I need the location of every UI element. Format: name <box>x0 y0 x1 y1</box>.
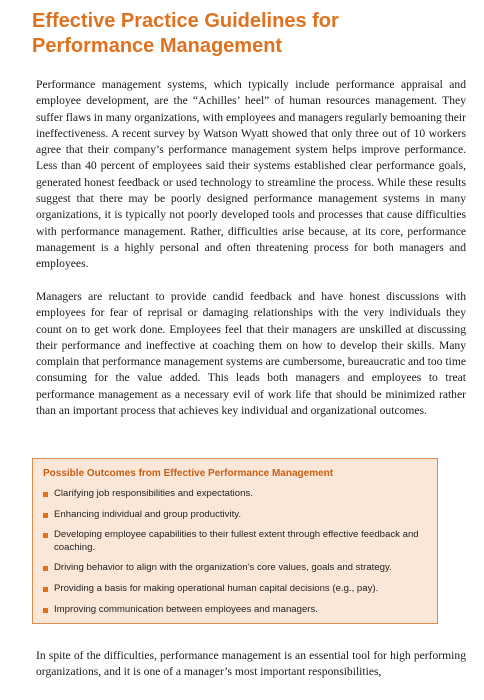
square-bullet-icon <box>43 608 48 613</box>
list-item-text: Improving communication between employees and managers. <box>54 603 318 615</box>
outcomes-callout-box <box>32 458 438 624</box>
list-item <box>43 488 429 501</box>
list-item-text: Driving behavior to align with the organization’s core values, goals and strategy. <box>54 562 392 574</box>
list-item <box>43 529 429 554</box>
list-item <box>43 509 429 522</box>
paragraph-2: Managers are reluctant to provide candid feedback and have honest discussions with employees for fear of reprisal or damaging relationships with the very individuals they count on to get work done. Employees feel that their managers are unskilled at discussing their performance and ineffective at coaching them on how to develop their skills. Many complain that performance management systems are cumbersome, bureaucratic and too time consuming for the value added. This leads both managers and employees to treat performance management as a necessary evil of work life that should be minimized rather than an important process that achieves key individual and organizational outcomes. <box>36 290 466 418</box>
list-item <box>43 604 429 617</box>
list-item-text: Providing a basis for making operational human capital decisions (e.g., pay). <box>54 582 379 594</box>
callout-title: Possible Outcomes from Effective Performance Management <box>43 468 334 479</box>
paragraph-1: Performance management systems, which typically include performance appraisal and employee development, are the “Achilles’ heel” of human resources management. They suffer flaws in many organizations, with employees and managers regularly bemoaning their ineffectiveness. A recent survey by Watson Wyatt showed that only three out of 10 workers agree that their company’s performance management system helps improve performance. Less than 40 percent of employees said their systems established clear performance goals, generated honest feedback or used technology to streamline the process. While these results suggest that there may be poorly designed performance management systems in many organizations, it is typically not poorly developed tools and processes that cause difficulties with performance management. Rather, difficulties arise because, at its core, performance management is a highly personal and often threatening process for both managers and employees. <box>36 78 466 271</box>
square-bullet-icon <box>43 492 48 497</box>
list-item <box>43 562 429 575</box>
list-item-text: Clarifying job responsibilities and expectations. <box>54 488 253 499</box>
list-item-text: Enhancing individual and group productivity. <box>54 508 242 520</box>
list-item <box>43 583 429 596</box>
square-bullet-icon <box>43 533 48 538</box>
square-bullet-icon <box>43 513 48 518</box>
square-bullet-icon <box>43 566 48 571</box>
list-item-text: Developing employee capabilities to their fullest extent through effective feedback and coaching. <box>54 529 419 553</box>
outcomes-list <box>43 488 429 624</box>
page-title: Effective Practice Guidelines for Performance Management <box>32 10 339 57</box>
paragraph-3: In spite of the difficulties, performance management is an essential tool for high performing organizations, and it is one of a manager’s most important responsibilities, <box>36 649 466 679</box>
square-bullet-icon <box>43 587 48 592</box>
